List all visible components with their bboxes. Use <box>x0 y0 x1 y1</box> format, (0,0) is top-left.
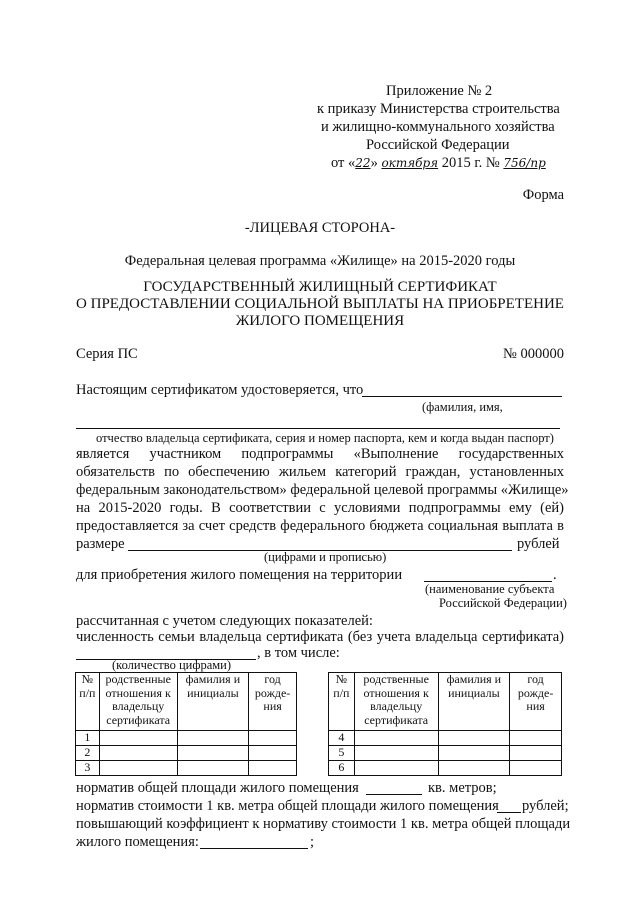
table-row <box>76 746 297 761</box>
hint-subject-1: (наименование субъекта <box>425 582 555 596</box>
norm-cost-line <box>497 800 521 813</box>
cell-name[interactable] <box>438 761 510 776</box>
cell-name[interactable] <box>177 731 249 746</box>
certificate-title-line3: ЖИЛОГО ПОМЕЩЕНИЯ <box>235 313 405 329</box>
hint-name: (фамилия, имя, <box>422 400 503 414</box>
table-row <box>76 731 297 746</box>
side-label: -ЛИЦЕВАЯ СТОРОНА- <box>244 220 396 236</box>
family-size-text: численность семьи владельца сертификата (без учета владельца сертификата) <box>76 629 564 645</box>
cell-relation[interactable] <box>99 761 177 776</box>
table-row <box>329 761 562 776</box>
cell-relation[interactable] <box>354 731 438 746</box>
territory-label: для приобретения жилого помещения на территории <box>76 567 403 583</box>
rubles-label: рублей <box>517 536 560 552</box>
certificate-title-line1: ГОСУДАРСТВЕННЫЙ ЖИЛИЩНЫЙ СЕРТИФИКАТ <box>143 279 497 295</box>
date-day-handwritten: 22 <box>355 156 371 170</box>
header-line-federation: Российской Федерации <box>366 137 510 153</box>
annex-number: Приложение № 2 <box>386 83 493 99</box>
cell-birth-year[interactable] <box>510 761 562 776</box>
row-number: 6 <box>329 761 355 776</box>
date-year: 2015 г. № <box>438 155 504 171</box>
date-month-handwritten: октября <box>381 156 439 170</box>
norm-area-label: норматив общей площади жилого помещения <box>76 780 359 796</box>
territory-end: . <box>553 567 557 583</box>
owner-details-line <box>76 416 560 429</box>
th-relation: родственные отношения к владельцу сертификата <box>354 673 438 731</box>
coefficient-line <box>200 836 308 849</box>
th-birth-year: год рожде-ния <box>249 673 297 731</box>
norm-area-line <box>366 782 422 795</box>
row-number: 5 <box>329 746 355 761</box>
cell-birth-year[interactable] <box>249 746 297 761</box>
program-title: Федеральная целевая программа «Жилище» на 2015-2020 годы <box>124 253 516 269</box>
cell-relation[interactable] <box>99 731 177 746</box>
hint-owner: отчество владельца сертификата, серия и номер паспорта, кем и когда выдан паспорт) <box>96 431 554 445</box>
cell-name[interactable] <box>438 731 510 746</box>
coefficient-text: повышающий коэффициент к нормативу стоимости 1 кв. метра общей площади <box>76 816 571 832</box>
row-number: 2 <box>76 746 100 761</box>
series-label: Серия ПС <box>76 346 138 362</box>
paragraph-line1: является участником подпрограммы «Выполнение государственных <box>76 446 564 462</box>
th-name: фамилия и инициалы <box>177 673 249 731</box>
row-number: 3 <box>76 761 100 776</box>
row-number: 1 <box>76 731 100 746</box>
th-birth-year: год рожде-ния <box>510 673 562 731</box>
header-line-housing: и жилищно-коммунального хозяйства <box>321 119 555 135</box>
th-name: фамилия и инициалы <box>438 673 510 731</box>
paragraph-line4: на 2015-2020 годы. В соответствии с условиями подпрограммы ему (ей) <box>76 500 564 516</box>
norm-area-unit: кв. метров; <box>428 780 497 796</box>
certify-text: Настоящим сертификатом удостоверяется, что <box>76 382 364 398</box>
coefficient-label: жилого помещения: <box>76 834 199 850</box>
paragraph-line5: предоставляется за счет средств федерального бюджета социальная выплата в <box>76 518 564 534</box>
certificate-title-line2: О ПРЕДОСТАВЛЕНИИ СОЦИАЛЬНОЙ ВЫПЛАТЫ НА ПРИОБРЕТЕНИЕ <box>76 296 564 312</box>
cell-name[interactable] <box>177 746 249 761</box>
date-prefix: от « <box>331 155 356 171</box>
cell-birth-year[interactable] <box>249 761 297 776</box>
paragraph-line3: федеральным законодательством» федеральной целевой программы «Жилище» <box>76 482 569 498</box>
order-number-handwritten: 756/пр <box>503 156 546 170</box>
th-relation: родственные отношения к владельцу сертификата <box>99 673 177 731</box>
territory-line <box>424 569 552 582</box>
cell-relation[interactable] <box>99 746 177 761</box>
coefficient-end: ; <box>310 834 315 850</box>
th-number: № п/п <box>76 673 100 731</box>
table-row <box>329 746 562 761</box>
order-date <box>331 154 546 172</box>
family-table-right <box>328 672 562 776</box>
size-label: размере <box>76 536 125 552</box>
including-label: , в том числе: <box>257 645 340 661</box>
header-line-ministry: к приказу Министерства строительства <box>317 101 560 117</box>
calc-label: рассчитанная с учетом следующих показателей: <box>76 613 373 629</box>
cell-name[interactable] <box>177 761 249 776</box>
cell-name[interactable] <box>438 746 510 761</box>
cell-birth-year[interactable] <box>249 731 297 746</box>
cell-birth-year[interactable] <box>510 746 562 761</box>
owner-name-line <box>362 384 562 397</box>
th-number: № п/п <box>329 673 355 731</box>
form-label: Форма <box>522 187 564 203</box>
hint-digits: (цифрами и прописью) <box>264 550 387 564</box>
norm-cost-label: норматив стоимости 1 кв. метра общей площади жилого помещения <box>76 798 499 814</box>
hint-subject-2: Российской Федерации) <box>439 596 567 610</box>
certificate-number: № 000000 <box>503 346 564 362</box>
row-number: 4 <box>329 731 355 746</box>
cell-relation[interactable] <box>354 746 438 761</box>
date-mid: » <box>370 155 382 171</box>
paragraph-line2: обязательств по обеспечению жильем категорий граждан, установленных <box>76 464 564 480</box>
table-row <box>76 761 297 776</box>
hint-count: (количество цифрами) <box>112 658 232 672</box>
table-row <box>329 731 562 746</box>
family-table-left <box>75 672 297 776</box>
cell-birth-year[interactable] <box>510 731 562 746</box>
norm-cost-unit: рублей; <box>522 798 569 814</box>
cell-relation[interactable] <box>354 761 438 776</box>
